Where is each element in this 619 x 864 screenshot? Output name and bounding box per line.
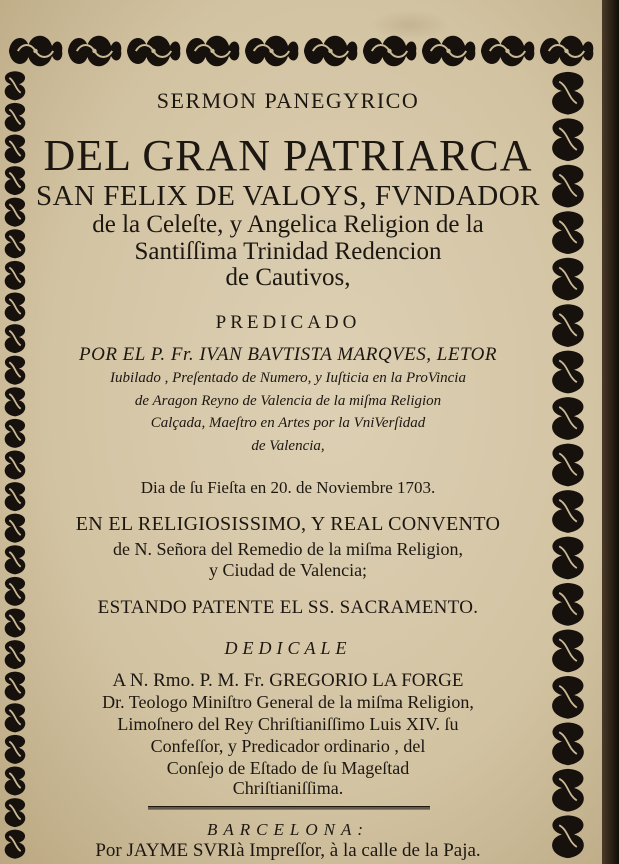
fleuron-ornament — [5, 703, 26, 732]
fleuron-ornament — [552, 72, 584, 115]
fleuron-ornament — [5, 419, 26, 448]
fleuron-ornament — [304, 36, 357, 67]
fleuron-ornament — [5, 577, 26, 606]
fleuron-ornament — [5, 103, 26, 132]
fleuron-ornament — [552, 490, 584, 533]
fleuron-ornament — [5, 830, 26, 859]
author-line: POR EL P. Fr. IVAN BAVTISTA MARQVES, LETOR — [79, 344, 497, 365]
fleuron-ornament — [552, 118, 584, 161]
fleuron-ornament — [5, 387, 26, 416]
fleuron-ornament — [5, 356, 26, 385]
fleuron-ornament — [5, 261, 26, 290]
fleuron-ornament — [5, 134, 26, 163]
divider-rule — [148, 806, 430, 810]
dedicatee-detail: Chriſtianiſſima. — [232, 778, 344, 798]
right-ornament-border — [548, 70, 588, 860]
fleuron-ornament — [552, 537, 584, 580]
fleuron-ornament — [552, 211, 584, 254]
fleuron-ornament — [5, 450, 26, 479]
page-edge-shadow — [602, 0, 619, 864]
predicado-label: PREDICADO — [215, 312, 361, 333]
fleuron-ornament — [186, 36, 239, 67]
fleuron-ornament — [5, 229, 26, 258]
author-detail: de Valencia, — [251, 438, 325, 454]
fleuron-ornament — [363, 36, 416, 67]
fleuron-ornament — [9, 36, 62, 67]
fleuron-ornament — [68, 36, 121, 67]
heading-patriarca: DEL GRAN PATRIARCA — [43, 131, 533, 180]
left-ornament-border — [2, 70, 28, 860]
fleuron-ornament — [5, 482, 26, 511]
fleuron-ornament — [552, 304, 584, 347]
subtitle-line: de la Celeſte, y Angelica Religion de la — [92, 211, 484, 238]
convent-detail: y Ciudad de Valencia; — [208, 560, 368, 580]
fleuron-ornament — [5, 798, 26, 827]
convent-line: EN EL RELIGIOSISSIMO, Y REAL CONVENTO — [75, 513, 501, 535]
heading-sermon: SERMON PANEGYRICO — [156, 88, 420, 113]
dedicale-label: DEDICALE — [224, 638, 352, 658]
author-detail: Calçada, Maeſtro en Artes por la VniVerſidad — [150, 415, 426, 431]
fleuron-ornament — [422, 36, 475, 67]
fleuron-ornament — [5, 766, 26, 795]
fleuron-ornament — [540, 36, 593, 67]
fleuron-ornament — [5, 292, 26, 321]
fleuron-ornament — [5, 514, 26, 543]
dedicatee-detail: Conſejo de Eſtado de ſu Mageſtad — [166, 758, 410, 778]
fleuron-ornament — [552, 583, 584, 626]
dedicatee-line: A N. Rmo. P. M. Fr. GREGORIO LA FORGE — [112, 670, 464, 691]
fleuron-ornament — [127, 36, 180, 67]
top-ornament-border — [6, 30, 596, 72]
dedicatee-detail: Dr. Teologo Miniſtro General de la miſma Religion, — [102, 692, 474, 712]
fleuron-ornament — [5, 324, 26, 353]
dedicatee-detail: Confeſſor, y Predicador ordinario , del — [150, 736, 426, 756]
dedicatee-detail: Limoſnero del Rey Chriſtianiſſimo Luis XIV. ſu — [117, 714, 459, 734]
fleuron-ornament — [5, 545, 26, 574]
fleuron-ornament — [5, 735, 26, 764]
subtitle-line: de Cautivos, — [225, 264, 351, 291]
convent-detail: de N. Señora del Remedio de la miſma Religion, — [113, 539, 463, 559]
fleuron-ornament — [552, 397, 584, 440]
author-detail: Iubilado , Preſentado de Numero, y Iuſticia en la ProVincia — [110, 370, 466, 386]
fleuron-ornament — [552, 351, 584, 394]
fleuron-ornament — [552, 722, 584, 765]
author-detail: de Aragon Reyno de Valencia de la miſma Religion — [134, 393, 442, 409]
fleuron-ornament — [481, 36, 534, 67]
sacramento-line: ESTANDO PATENTE EL SS. SACRAMENTO. — [97, 597, 479, 618]
fleuron-ornament — [5, 640, 26, 669]
fleuron-ornament — [245, 36, 298, 67]
fleuron-ornament — [552, 769, 584, 812]
fleuron-ornament — [552, 676, 584, 719]
fleuron-ornament — [5, 672, 26, 701]
imprint-city: BARCELONA: — [207, 820, 369, 839]
fleuron-ornament — [552, 165, 584, 208]
fleuron-ornament — [5, 71, 26, 100]
fleuron-ornament — [552, 815, 584, 858]
fleuron-ornament — [5, 198, 26, 227]
fleuron-ornament — [5, 166, 26, 195]
subtitle-line: Santiſſima Trinidad Redencion — [134, 238, 442, 265]
imprint-printer: Por JAYME SVRIà Impreſſor, à la calle de la Paja. — [95, 840, 481, 861]
fleuron-ornament — [552, 444, 584, 487]
heading-felix: SAN FELIX DE VALOYS, FVNDADOR — [35, 180, 541, 212]
fleuron-ornament — [552, 258, 584, 301]
date-line: Dia de ſu Fieſta en 20. de Noviembre 1703. — [140, 478, 436, 497]
fleuron-ornament — [552, 630, 584, 673]
fleuron-ornament — [5, 608, 26, 637]
